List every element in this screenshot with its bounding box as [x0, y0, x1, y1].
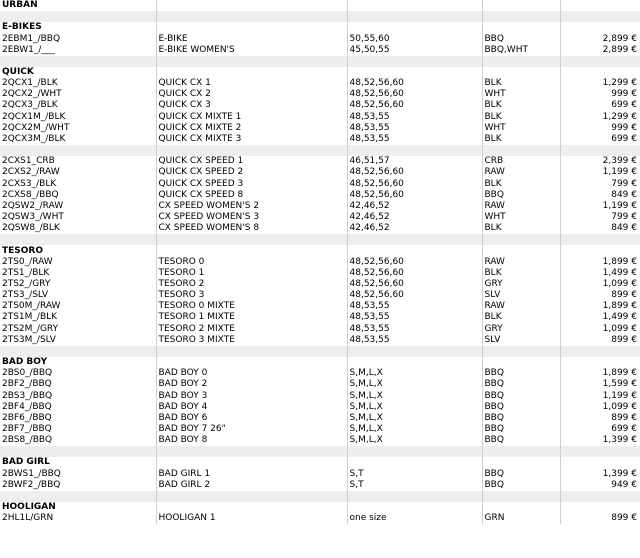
product-row — [0, 257, 640, 268]
product-row — [0, 279, 640, 290]
color-code-cell: BLK — [482, 134, 560, 145]
product-code-cell: 2TS3_/SLV — [0, 290, 156, 301]
sizes-cell: S,M,L,X — [347, 424, 482, 435]
empty-cell — [0, 446, 156, 457]
empty-cell — [560, 502, 640, 513]
spacer-row — [0, 346, 640, 357]
empty-cell — [347, 11, 482, 22]
empty-cell — [347, 357, 482, 368]
section-header-row — [0, 457, 640, 468]
empty-cell — [156, 446, 347, 457]
product-row — [0, 223, 640, 234]
empty-cell — [0, 346, 156, 357]
product-code-cell: 2QCX1_/BLK — [0, 78, 156, 89]
product-row — [0, 268, 640, 279]
product-name-cell: QUICK CX SPEED 2 — [156, 167, 347, 178]
sizes-cell: 45,50,55 — [347, 45, 482, 56]
product-row — [0, 390, 640, 401]
color-code-cell: BLK — [482, 223, 560, 234]
empty-cell — [0, 234, 156, 245]
product-name-cell: E-BIKE — [156, 33, 347, 44]
section-header-row — [0, 502, 640, 513]
sizes-cell: 48,52,56,60 — [347, 179, 482, 190]
empty-cell — [156, 502, 347, 513]
color-code-cell: WHT — [482, 123, 560, 134]
product-code-cell: 2HL1L/GRN — [0, 513, 156, 524]
product-name-cell: CX SPEED WOMEN'S 2 — [156, 201, 347, 212]
product-name-cell: E-BIKE WOMEN'S — [156, 45, 347, 56]
empty-cell — [347, 22, 482, 33]
color-code-cell: GRY — [482, 279, 560, 290]
color-code-cell: BLK — [482, 112, 560, 123]
product-code-cell: 2BS0_/BBQ — [0, 368, 156, 379]
color-code-cell: BBQ — [482, 379, 560, 390]
product-name-cell: QUICK CX SPEED 3 — [156, 179, 347, 190]
price-cell: 949 € — [611, 479, 637, 490]
empty-cell — [482, 234, 560, 245]
product-code-cell: 2QCX3M_/BLK — [0, 134, 156, 145]
product-code-cell: 2CXS2_/RAW — [0, 167, 156, 178]
empty-cell — [560, 491, 640, 502]
sizes-cell: 48,52,56,60 — [347, 100, 482, 111]
product-row — [0, 112, 640, 123]
empty-cell — [156, 457, 347, 468]
price-cell: 899 € — [611, 412, 637, 423]
section-header-row — [0, 357, 640, 368]
product-row — [0, 290, 640, 301]
product-row — [0, 212, 640, 223]
empty-cell — [156, 0, 347, 11]
sizes-cell: 48,53,55 — [347, 301, 482, 312]
empty-cell — [0, 145, 156, 156]
color-code-cell: WHT — [482, 212, 560, 223]
product-row — [0, 89, 640, 100]
product-name-cell: QUICK CX 3 — [156, 100, 347, 111]
section-title: BAD BOY — [0, 357, 156, 368]
color-code-cell: WHT — [482, 89, 560, 100]
empty-cell — [482, 11, 560, 22]
product-row — [0, 100, 640, 111]
sizes-cell: 48,53,55 — [347, 312, 482, 323]
sizes-cell: 48,53,55 — [347, 134, 482, 145]
product-name-cell: BAD BOY 0 — [156, 368, 347, 379]
color-code-cell: SLV — [482, 290, 560, 301]
empty-cell — [156, 346, 347, 357]
price-cell: 1,199 € — [602, 167, 637, 178]
empty-cell — [156, 245, 347, 256]
sizes-cell: 48,53,55 — [347, 324, 482, 335]
empty-cell — [482, 357, 560, 368]
price-cell: 1,299 € — [602, 111, 637, 122]
spacer-row — [0, 56, 640, 67]
product-row — [0, 402, 640, 413]
color-code-cell: BBQ — [482, 480, 560, 491]
section-title: HOOLIGAN — [0, 502, 156, 513]
empty-cell — [482, 0, 560, 11]
product-code-cell: 2QCX3_/BLK — [0, 100, 156, 111]
empty-cell — [156, 56, 347, 67]
product-name-cell: BAD BOY 3 — [156, 390, 347, 401]
product-name-cell: QUICK CX MIXTE 3 — [156, 134, 347, 145]
color-code-cell: BBQ — [482, 402, 560, 413]
empty-cell — [0, 56, 156, 67]
color-code-cell: BBQ — [482, 190, 560, 201]
empty-cell — [560, 234, 640, 245]
section-header-row — [0, 0, 640, 11]
price-cell: 2,399 € — [602, 156, 637, 167]
product-name-cell: CX SPEED WOMEN'S 8 — [156, 223, 347, 234]
product-code-cell: 2QCX1M_/BLK — [0, 112, 156, 123]
sizes-cell: S,T — [347, 480, 482, 491]
color-code-cell: BBQ — [482, 424, 560, 435]
color-code-cell: RAW — [482, 301, 560, 312]
price-cell: 699 € — [611, 133, 637, 144]
product-code-cell: 2EBM1_/BBQ — [0, 33, 156, 44]
price-cell: 849 € — [611, 223, 637, 234]
product-row — [0, 413, 640, 424]
color-code-cell: BLK — [482, 100, 560, 111]
product-code-cell: 2BF2_/BBQ — [0, 379, 156, 390]
empty-cell — [482, 245, 560, 256]
product-row — [0, 301, 640, 312]
product-name-cell: BAD BOY 6 — [156, 413, 347, 424]
product-name-cell: CX SPEED WOMEN'S 3 — [156, 212, 347, 223]
sizes-cell: 48,52,56,60 — [347, 190, 482, 201]
empty-cell — [482, 145, 560, 156]
product-code-cell: 2QCX2_/WHT — [0, 89, 156, 100]
product-row — [0, 324, 640, 335]
price-cell: 1,899 € — [602, 256, 637, 267]
product-name-cell: QUICK CX 1 — [156, 78, 347, 89]
price-cell: 699 € — [611, 424, 637, 435]
sizes-cell: 48,52,56,60 — [347, 279, 482, 290]
empty-cell — [156, 234, 347, 245]
sizes-cell: S,T — [347, 469, 482, 480]
empty-cell — [560, 457, 640, 468]
price-cell: 1,399 € — [602, 435, 637, 446]
empty-cell — [347, 234, 482, 245]
product-row — [0, 480, 640, 491]
sizes-cell: 48,52,56,60 — [347, 167, 482, 178]
empty-cell — [347, 145, 482, 156]
product-row — [0, 201, 640, 212]
color-code-cell: SLV — [482, 335, 560, 346]
empty-cell — [347, 457, 482, 468]
empty-cell — [347, 502, 482, 513]
price-cell: 1,099 € — [602, 278, 637, 289]
product-code-cell: 2CXS1_CRB — [0, 156, 156, 167]
product-name-cell: BAD GIRL 1 — [156, 469, 347, 480]
product-row — [0, 435, 640, 446]
empty-cell — [156, 22, 347, 33]
section-header-row — [0, 245, 640, 256]
empty-cell — [347, 67, 482, 78]
price-cell: 1,499 € — [602, 267, 637, 278]
product-code-cell: 2TS0M_/RAW — [0, 301, 156, 312]
price-cell: 1,499 € — [602, 312, 637, 323]
empty-cell — [156, 145, 347, 156]
empty-cell — [560, 357, 640, 368]
product-code-cell: 2TS3M_/SLV — [0, 335, 156, 346]
empty-cell — [156, 67, 347, 78]
product-row — [0, 368, 640, 379]
product-code-cell: 2BWS1_/BBQ — [0, 469, 156, 480]
empty-cell — [482, 491, 560, 502]
price-cell: 699 € — [611, 100, 637, 111]
empty-cell — [560, 346, 640, 357]
product-row — [0, 469, 640, 480]
color-code-cell: BBQ — [482, 413, 560, 424]
color-code-cell: BBQ — [482, 435, 560, 446]
product-name-cell: QUICK CX SPEED 8 — [156, 190, 347, 201]
spacer-row — [0, 234, 640, 245]
product-code-cell: 2BWF2_/BBQ — [0, 480, 156, 491]
color-code-cell: GRY — [482, 324, 560, 335]
empty-cell — [560, 11, 640, 22]
empty-cell — [560, 67, 640, 78]
sizes-cell: 42,46,52 — [347, 201, 482, 212]
empty-cell — [156, 491, 347, 502]
section-title: URBAN — [0, 0, 156, 11]
sizes-cell: 48,53,55 — [347, 335, 482, 346]
color-code-cell: RAW — [482, 167, 560, 178]
empty-cell — [156, 357, 347, 368]
product-code-cell: 2TS1M_/BLK — [0, 312, 156, 323]
product-code-cell: 2BF7_/BBQ — [0, 424, 156, 435]
product-name-cell: QUICK CX SPEED 1 — [156, 156, 347, 167]
empty-cell — [482, 56, 560, 67]
empty-cell — [482, 457, 560, 468]
price-cell: 899 € — [611, 513, 637, 524]
product-row — [0, 335, 640, 346]
price-cell: 799 € — [611, 178, 637, 189]
product-code-cell: 2BF6_/BBQ — [0, 413, 156, 424]
sizes-cell: S,M,L,X — [347, 368, 482, 379]
empty-cell — [347, 245, 482, 256]
product-row — [0, 513, 640, 524]
spacer-row — [0, 11, 640, 22]
product-name-cell: BAD BOY 7 26" — [156, 424, 347, 435]
product-row — [0, 33, 640, 44]
section-header-row — [0, 67, 640, 78]
empty-cell — [347, 446, 482, 457]
sizes-cell: 46,51,57 — [347, 156, 482, 167]
product-name-cell: QUICK CX 2 — [156, 89, 347, 100]
sizes-cell: one size — [347, 513, 482, 524]
price-cell: 1,299 € — [602, 78, 637, 89]
section-title: E-BIKES — [0, 22, 156, 33]
product-row — [0, 179, 640, 190]
product-name-cell: TESORO 0 — [156, 257, 347, 268]
color-code-cell: BLK — [482, 78, 560, 89]
empty-cell — [482, 67, 560, 78]
sizes-cell: S,M,L,X — [347, 390, 482, 401]
empty-cell — [347, 346, 482, 357]
price-cell: 1,599 € — [602, 379, 637, 390]
empty-cell — [0, 11, 156, 22]
product-name-cell: TESORO 3 MIXTE — [156, 335, 347, 346]
price-cell: 999 € — [611, 89, 637, 100]
product-code-cell: 2CXS8_/BBQ — [0, 190, 156, 201]
sizes-cell: 48,52,56,60 — [347, 257, 482, 268]
color-code-cell: BBQ — [482, 390, 560, 401]
empty-cell — [560, 245, 640, 256]
price-cell: 899 € — [611, 290, 637, 301]
empty-cell — [482, 346, 560, 357]
section-header-row — [0, 22, 640, 33]
sizes-cell: 48,53,55 — [347, 123, 482, 134]
spacer-row — [0, 145, 640, 156]
product-row — [0, 190, 640, 201]
section-title: TESORO — [0, 245, 156, 256]
price-cell: 849 € — [611, 189, 637, 200]
product-name-cell: HOOLIGAN 1 — [156, 513, 347, 524]
product-code-cell: 2TS0_/RAW — [0, 257, 156, 268]
color-code-cell: BBQ — [482, 33, 560, 44]
price-cell: 2,899 € — [602, 33, 637, 44]
price-cell: 1,099 € — [602, 401, 637, 412]
color-code-cell: BBQ,WHT — [482, 45, 560, 56]
product-code-cell: 2QSW2_/RAW — [0, 201, 156, 212]
sizes-cell: 48,53,55 — [347, 112, 482, 123]
product-row — [0, 312, 640, 323]
sizes-cell: 50,55,60 — [347, 33, 482, 44]
empty-cell — [482, 446, 560, 457]
product-row — [0, 45, 640, 56]
sizes-cell: S,M,L,X — [347, 379, 482, 390]
product-code-cell: 2BS3_/BBQ — [0, 390, 156, 401]
empty-cell — [560, 56, 640, 67]
color-code-cell: BLK — [482, 179, 560, 190]
price-cell: 1,899 € — [602, 368, 637, 379]
color-code-cell: CRB — [482, 156, 560, 167]
product-name-cell: TESORO 3 — [156, 290, 347, 301]
product-name-cell: BAD BOY 4 — [156, 402, 347, 413]
empty-cell — [560, 446, 640, 457]
empty-cell — [560, 22, 640, 33]
empty-cell — [347, 56, 482, 67]
product-row — [0, 156, 640, 167]
sizes-cell: S,M,L,X — [347, 435, 482, 446]
price-cell: 899 € — [611, 334, 637, 345]
product-name-cell: TESORO 1 — [156, 268, 347, 279]
price-cell: 1,199 € — [602, 200, 637, 211]
product-row — [0, 424, 640, 435]
product-code-cell: 2QSW3_/WHT — [0, 212, 156, 223]
product-code-cell: 2BS8_/BBQ — [0, 435, 156, 446]
product-name-cell: QUICK CX MIXTE 1 — [156, 112, 347, 123]
color-code-cell: BBQ — [482, 469, 560, 480]
price-cell: 999 € — [611, 122, 637, 133]
price-cell: 1,899 € — [602, 301, 637, 312]
product-code-cell: 2EBW1_/___ — [0, 45, 156, 56]
color-code-cell: BLK — [482, 268, 560, 279]
empty-cell — [156, 11, 347, 22]
empty-cell — [482, 22, 560, 33]
product-row — [0, 134, 640, 145]
price-cell: 1,199 € — [602, 390, 637, 401]
sizes-cell: 42,46,52 — [347, 223, 482, 234]
product-code-cell: 2CXS3_/BLK — [0, 179, 156, 190]
sizes-cell: S,M,L,X — [347, 402, 482, 413]
sizes-cell: S,M,L,X — [347, 413, 482, 424]
spacer-row — [0, 491, 640, 502]
color-code-cell: BLK — [482, 312, 560, 323]
product-code-cell: 2QSW8_/BLK — [0, 223, 156, 234]
product-code-cell: 2TS2_/GRY — [0, 279, 156, 290]
product-row — [0, 78, 640, 89]
color-code-cell: RAW — [482, 201, 560, 212]
product-code-cell: 2QCX2M_/WHT — [0, 123, 156, 134]
price-cell: 2,899 € — [602, 44, 637, 55]
sizes-cell: 42,46,52 — [347, 212, 482, 223]
empty-cell — [0, 491, 156, 502]
price-cell: 1,399 € — [602, 468, 637, 479]
product-row — [0, 379, 640, 390]
product-name-cell: BAD GIRL 2 — [156, 480, 347, 491]
product-code-cell: 2TS2M_/GRY — [0, 324, 156, 335]
empty-cell — [347, 0, 482, 11]
product-row — [0, 167, 640, 178]
product-name-cell: QUICK CX MIXTE 2 — [156, 123, 347, 134]
color-code-cell: BBQ — [482, 368, 560, 379]
sizes-cell: 48,52,56,60 — [347, 268, 482, 279]
empty-cell — [560, 145, 640, 156]
spacer-row — [0, 446, 640, 457]
product-name-cell: TESORO 1 MIXTE — [156, 312, 347, 323]
product-code-cell: 2BF4_/BBQ — [0, 402, 156, 413]
section-title: BAD GIRL — [0, 457, 156, 468]
product-code-cell: 2TS1_/BLK — [0, 268, 156, 279]
empty-cell — [560, 0, 640, 11]
empty-cell — [347, 491, 482, 502]
section-title: QUICK — [0, 67, 156, 78]
sizes-cell: 48,52,56,60 — [347, 78, 482, 89]
product-row — [0, 123, 640, 134]
product-name-cell: TESORO 2 MIXTE — [156, 324, 347, 335]
product-name-cell: BAD BOY 8 — [156, 435, 347, 446]
color-code-cell: RAW — [482, 257, 560, 268]
price-cell: 799 € — [611, 212, 637, 223]
product-name-cell: TESORO 0 MIXTE — [156, 301, 347, 312]
sizes-cell: 48,52,56,60 — [347, 89, 482, 100]
product-name-cell: BAD BOY 2 — [156, 379, 347, 390]
sizes-cell: 48,52,56,60 — [347, 290, 482, 301]
price-cell: 1,099 € — [602, 323, 637, 334]
product-name-cell: TESORO 2 — [156, 279, 347, 290]
color-code-cell: GRN — [482, 513, 560, 524]
empty-cell — [482, 502, 560, 513]
